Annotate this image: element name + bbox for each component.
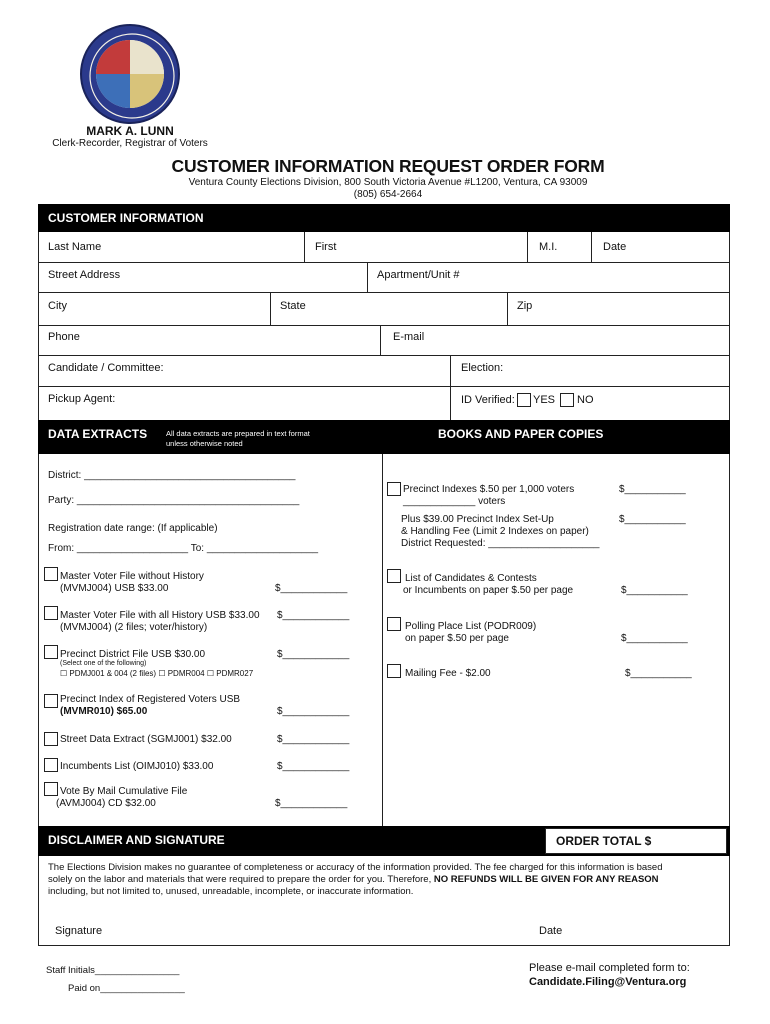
candidates-list-checkbox[interactable] [387, 569, 401, 583]
precinct-district-price[interactable]: $____________ [277, 649, 350, 660]
data-extracts-note-1: All data extracts are prepared in text format [166, 429, 310, 438]
signature-date-field[interactable]: Date [539, 925, 563, 937]
precinct-indexes-line1: Precinct Indexes $.50 per 1,000 voters [403, 484, 575, 495]
date-field[interactable]: Date [603, 241, 627, 253]
polling-place-line2: on paper $.50 per page [405, 633, 509, 644]
precinct-index-usb-price[interactable]: $____________ [277, 706, 350, 717]
customer-info-header [38, 204, 730, 232]
candidates-list-line1: List of Candidates & Contests [405, 573, 537, 584]
customer-info-heading: CUSTOMER INFORMATION [48, 211, 204, 225]
data-extracts-note-2: unless otherwise noted [166, 439, 243, 448]
vote-by-mail-line1: Vote By Mail Cumulative File [60, 786, 188, 797]
vote-by-mail-price[interactable]: $____________ [275, 798, 348, 809]
mailing-fee-label: Mailing Fee - $2.00 [405, 668, 491, 679]
vote-by-mail-checkbox[interactable] [44, 782, 58, 796]
street-data-checkbox[interactable] [44, 732, 58, 746]
candidate-committee-field[interactable]: Candidate / Committee: [48, 362, 164, 374]
extracts-books-header [38, 420, 730, 454]
middle-initial-field[interactable]: M.I. [539, 241, 558, 253]
master-voter-file-line2: (MVMJ004) USB $33.00 [60, 583, 169, 594]
incumbents-list-price[interactable]: $____________ [277, 761, 350, 772]
setup-fee-line2: & Handling Fee (Limit 2 Indexes on paper) [401, 526, 589, 537]
from-to-field[interactable]: From: ____________________ To: ____________________ [48, 543, 319, 554]
precinct-indexes-voters[interactable]: _____________ voters [403, 496, 506, 507]
master-voter-file-line1: Master Voter File without History [60, 571, 204, 582]
zip-field[interactable]: Zip [517, 300, 533, 312]
seal-emblem-icon [96, 40, 164, 108]
yes-label: YES [533, 394, 556, 406]
precinct-indexes-price[interactable]: $___________ [619, 484, 686, 495]
id-verified-yes-checkbox[interactable] [517, 393, 531, 407]
district-requested-field[interactable]: District Requested: ____________________ [401, 538, 600, 549]
precinct-district-options[interactable]: ☐ PDMJ001 & 004 (2 files) ☐ PDMR004 ☐ PDMR027 [60, 669, 254, 678]
polling-place-checkbox[interactable] [387, 617, 401, 631]
master-voter-file-checkbox[interactable] [44, 567, 58, 581]
master-voter-file-price[interactable]: $____________ [275, 583, 348, 594]
district-field[interactable]: District: ______________________________________ [48, 470, 296, 481]
precinct-index-usb-line2: (MVMR010) $65.00 [60, 706, 148, 717]
first-name-field[interactable]: First [315, 241, 337, 253]
form-title: CUSTOMER INFORMATION REQUEST ORDER FORM [171, 156, 605, 176]
officer-name: MARK A. LUNN [86, 124, 174, 138]
street-address-field[interactable]: Street Address [48, 269, 121, 281]
precinct-district-checkbox[interactable] [44, 645, 58, 659]
disclaimer-text-3: including, but not limited to, unused, unreadable, incomplete, or inaccurate information. [48, 886, 414, 897]
street-data-label: Street Data Extract (SGMJ001) $32.00 [60, 734, 232, 745]
staff-initials-field[interactable]: Staff Initials________________ [46, 965, 180, 976]
disclaimer-text-2: solely on the labor and materials that were required to prepare the order for you. Therefore, [48, 874, 432, 885]
incumbents-list-checkbox[interactable] [44, 758, 58, 772]
election-field[interactable]: Election: [461, 362, 504, 374]
order-total-label: ORDER TOTAL $ [556, 834, 652, 848]
phone-field[interactable]: Phone [48, 331, 80, 343]
paid-on-field[interactable]: Paid on________________ [68, 983, 185, 994]
books-heading: BOOKS AND PAPER COPIES [438, 427, 604, 441]
officer-title: Clerk-Recorder, Registrar of Voters [52, 138, 208, 149]
master-voter-history-line2: (MVMJ004) (2 files; voter/history) [60, 622, 208, 633]
last-name-field[interactable]: Last Name [48, 241, 102, 253]
disclaimer-text-1: The Elections Division makes no guarantee of completeness or accuracy of the information provided. The fee charged for this information is based [48, 862, 663, 873]
master-voter-history-price[interactable]: $____________ [277, 610, 350, 621]
master-voter-history-checkbox[interactable] [44, 606, 58, 620]
vote-by-mail-line2: (AVMJ004) CD $32.00 [56, 798, 156, 809]
candidates-list-line2: or Incumbents on paper $.50 per page [403, 585, 574, 596]
city-field[interactable]: City [48, 300, 67, 312]
street-data-price[interactable]: $____________ [277, 734, 350, 745]
apartment-field[interactable]: Apartment/Unit # [377, 269, 460, 281]
registration-range-label: Registration date range: (If applicable) [48, 523, 218, 534]
office-phone: (805) 654-2664 [353, 189, 423, 200]
setup-fee-price[interactable]: $___________ [619, 514, 686, 525]
mailing-fee-checkbox[interactable] [387, 664, 401, 678]
candidates-list-price[interactable]: $___________ [621, 585, 688, 596]
submission-email-link[interactable]: Candidate.Filing@Ventura.org [529, 976, 687, 988]
precinct-index-usb-checkbox[interactable] [44, 694, 58, 708]
precinct-indexes-checkbox[interactable] [387, 482, 401, 496]
county-seal [80, 24, 180, 124]
precinct-index-usb-line1: Precinct Index of Registered Voters USB [60, 694, 241, 705]
data-extracts-heading: DATA EXTRACTS [48, 427, 148, 441]
party-field[interactable]: Party: ________________________________________ [48, 495, 300, 506]
setup-fee-line1: Plus $39.00 Precinct Index Set-Up [401, 514, 554, 525]
master-voter-history-line1: Master Voter File with all History USB $33.00 [60, 610, 260, 621]
id-verified-label: ID Verified: [461, 394, 515, 406]
office-address: Ventura County Elections Division, 800 South Victoria Avenue #L1200, Ventura, CA 93009 [188, 177, 588, 188]
order-total-box[interactable] [545, 828, 727, 854]
signature-field[interactable]: Signature [55, 925, 103, 937]
pickup-agent-field[interactable]: Pickup Agent: [48, 393, 116, 405]
incumbents-list-label: Incumbents List (OIMJ010) $33.00 [60, 761, 214, 772]
no-label: NO [577, 394, 594, 406]
no-refunds-notice: NO REFUNDS WILL BE GIVEN FOR ANY REASON [433, 874, 659, 885]
mailing-fee-price[interactable]: $___________ [625, 668, 692, 679]
precinct-district-line2: (Select one of the following) [60, 660, 147, 667]
polling-place-price[interactable]: $___________ [621, 633, 688, 644]
email-instruction: Please e-mail completed form to: [529, 962, 690, 974]
polling-place-line1: Polling Place List (PODR009) [405, 621, 537, 632]
state-field[interactable]: State [280, 300, 306, 312]
disclaimer-heading: DISCLAIMER AND SIGNATURE [48, 833, 225, 847]
id-verified-no-checkbox[interactable] [560, 393, 574, 407]
precinct-district-line1: Precinct District File USB $30.00 [60, 649, 206, 660]
email-field[interactable]: E-mail [393, 331, 425, 343]
